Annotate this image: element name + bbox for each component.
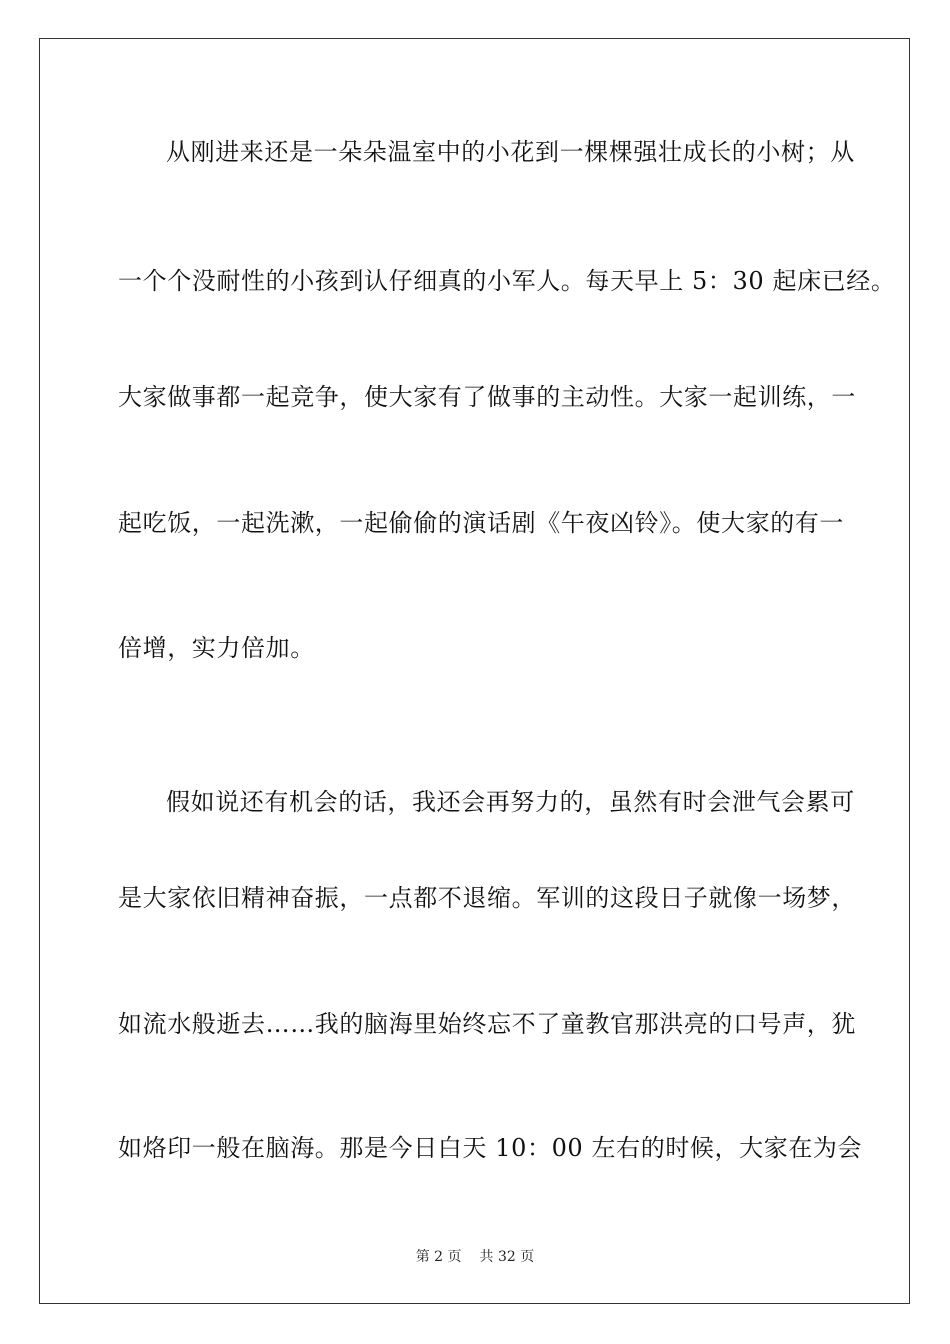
paragraph-line: 大家做事都一起竞争，使大家有了做事的主动性。大家一起训练，一 (118, 383, 856, 411)
page-number: 第 2 页 (415, 1249, 462, 1265)
paragraph-line: 是大家依旧精神奋振，一点都不退缩。军训的这段日子就像一场梦， (118, 884, 856, 912)
paragraph-line: 从刚进来还是一朵朵温室中的小花到一棵棵强壮成长的小树；从 (166, 138, 855, 166)
page-total: 共 32 页 (479, 1249, 535, 1265)
page-footer (0, 1248, 950, 1266)
paragraph-line: 起吃饭，一起洗漱，一起偷偷的演话剧《午夜凶铃》。使大家的有一 (118, 509, 844, 537)
page-border (39, 38, 910, 1304)
paragraph-line: 一个个没耐性的小孩到认仔细真的小军人。每天早上 5：30 起床已经。 (118, 267, 896, 295)
paragraph-line: 如流水般逝去……我的脑海里始终忘不了童教官那洪亮的口号声，犹 (118, 1010, 856, 1038)
paragraph-line: 如烙印一般在脑海。那是今日白天 10：00 左右的时候，大家在为会 (118, 1134, 863, 1162)
paragraph-line: 假如说还有机会的话，我还会再努力的，虽然有时会泄气会累可 (166, 788, 855, 816)
paragraph-line: 倍增，实力倍加。 (118, 634, 315, 662)
